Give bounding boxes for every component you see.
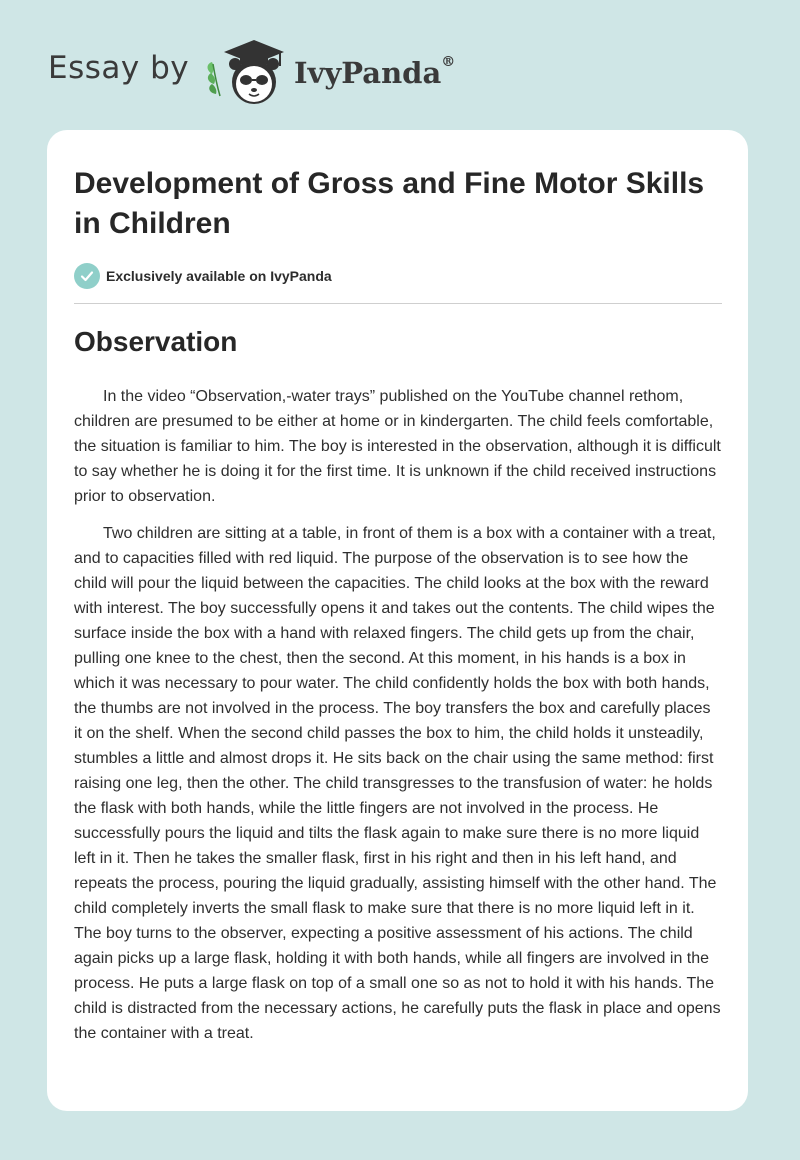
badge-label: Exclusively available on IvyPanda bbox=[106, 268, 332, 284]
check-circle-icon bbox=[74, 263, 100, 289]
panda-graduate-icon bbox=[202, 34, 292, 110]
section-heading: Observation bbox=[74, 326, 238, 357]
exclusive-badge bbox=[74, 263, 332, 289]
article-body bbox=[74, 384, 722, 1058]
title-divider bbox=[74, 303, 722, 304]
essay-card bbox=[47, 130, 748, 1111]
essay-by-label: Essay by bbox=[48, 50, 190, 86]
paragraph: In the video “Observation,-water trays” published on the YouTube channel rethom, children are presumed to be either at home or in kindergarten. The child feels comfortable, the situation is familiar to him. The boy is interested in the observation, although it is difficult to say whether he is doing it for the first time. It is unknown if the child received instructions prior to observation. bbox=[74, 388, 721, 505]
ivypanda-logo[interactable] bbox=[202, 34, 292, 110]
brand-name[interactable] bbox=[294, 56, 455, 90]
ivy-leaf-icon bbox=[208, 62, 221, 96]
brand-text: IvyPanda bbox=[294, 56, 442, 90]
registered-mark: ® bbox=[441, 54, 456, 70]
essay-title: Development of Gross and Fine Motor Skills in Children bbox=[74, 167, 705, 240]
paragraph: Two children are sitting at a table, in front of them is a box with a container with a treat, and to capacities filled with red liquid. The purpose of the observation is to see how the child will pour the liquid between the capacities. The child looks at the box with the reward with interest. The boy successfully opens it and takes out the contents. The child wipes the surface inside the box with a hand with relaxed fingers. The child gets up from the chair, pulling one knee to the chest, then the second. At this moment, in his hands is a box in which it was necessary to pour water. The child confidently holds the box with both hands, the thumbs are not involved in the process. The boy transfers the box and carefully places it on the shelf. When the second child passes the box to him, the child holds it unsteadily, stumbles a little and almost drops it. He sits back on the chair using the same method: first raising one leg, then the other. The child transgresses to the transfusion of water: he holds the flask with both hands, while the little fingers are not involved in the process. He successfully pours the liquid and tilts the flask again to make sure there is no more liquid left in it. Then he takes the smaller flask, first in his right and then in his left hand, and repeats the process, pouring the liquid gradually, assisting himself with the other hand. The child completely inverts the small flask to make sure that there is no more liquid left in it. The boy turns to the observer, expecting a positive assessment of his actions. The child again picks up a large flask, holding it with both hands, while all fingers are involved in the process. He puts a large flask on top of a small one so as not to hold it with his hands. The child is distracted from the necessary actions, he carefully puts the flask in place and opens the container with a treat. bbox=[74, 525, 721, 1042]
site-header bbox=[48, 30, 548, 110]
